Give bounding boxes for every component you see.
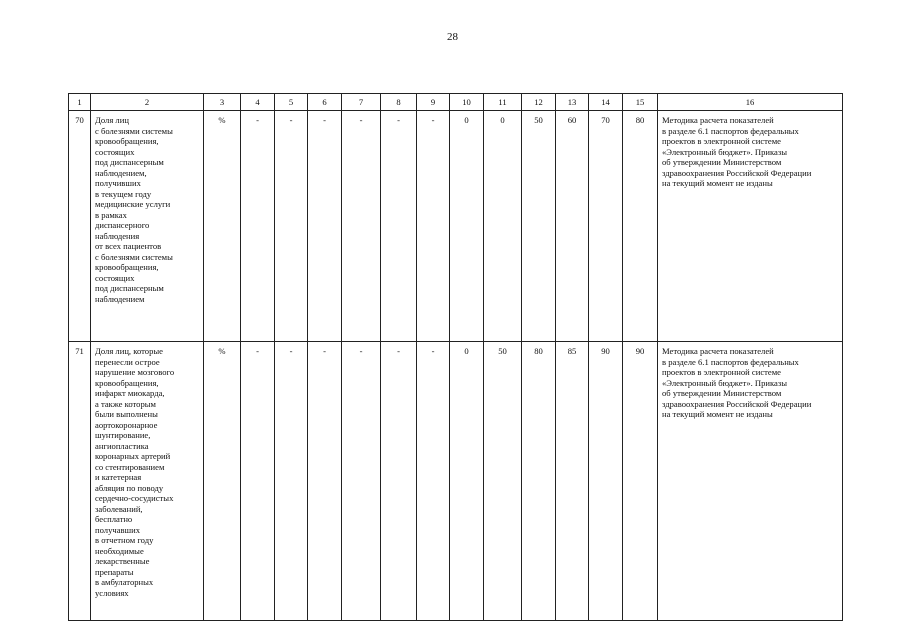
header-cell: 12	[522, 94, 556, 111]
method-text: Методика расчета показателей в разделе 6.1 паспортов федеральных проектов в электронной системе «Электронный бюджет». Приказы об утверждении Министерством здравоохранения Российской Федерации на текущий момент не изданы	[662, 346, 812, 419]
value-cell: 0	[484, 111, 522, 342]
value-cell: -	[241, 111, 275, 342]
header-cell: 4	[241, 94, 275, 111]
value-cell: 50	[522, 111, 556, 342]
method-cell	[658, 342, 843, 621]
table-row	[69, 342, 843, 621]
value-cell: -	[241, 342, 275, 621]
value-cell: 0	[450, 111, 484, 342]
value-cell: -	[342, 342, 381, 621]
header-cell: 16	[658, 94, 843, 111]
row-number: 70	[69, 111, 91, 342]
unit-cell: %	[204, 111, 241, 342]
header-cell: 11	[484, 94, 522, 111]
indicator-name	[91, 342, 204, 621]
page-number: 28	[447, 31, 458, 43]
value-cell: -	[342, 111, 381, 342]
value-cell: 90	[589, 342, 623, 621]
header-cell: 13	[556, 94, 589, 111]
header-cell: 3	[204, 94, 241, 111]
header-cell: 6	[308, 94, 342, 111]
header-cell: 8	[381, 94, 417, 111]
header-cell: 14	[589, 94, 623, 111]
value-cell: -	[381, 342, 417, 621]
value-cell: -	[417, 111, 450, 342]
value-cell: 80	[522, 342, 556, 621]
row-number: 71	[69, 342, 91, 621]
value-cell: 60	[556, 111, 589, 342]
header-cell: 10	[450, 94, 484, 111]
indicator-name	[91, 111, 204, 342]
header-row	[69, 94, 843, 111]
header-cell: 7	[342, 94, 381, 111]
value-cell: -	[381, 111, 417, 342]
value-cell: -	[275, 111, 308, 342]
value-cell: -	[308, 111, 342, 342]
value-cell: 85	[556, 342, 589, 621]
unit-cell: %	[204, 342, 241, 621]
header-cell: 15	[623, 94, 658, 111]
indicators-table	[68, 93, 843, 621]
value-cell: 80	[623, 111, 658, 342]
method-cell	[658, 111, 843, 342]
header-cell: 9	[417, 94, 450, 111]
method-text: Методика расчета показателей в разделе 6.1 паспортов федеральных проектов в электронной системе «Электронный бюджет». Приказы об утверждении Министерством здравоохранения Российской Федерации на текущий момент не изданы	[662, 115, 812, 188]
value-cell: -	[417, 342, 450, 621]
header-cell: 5	[275, 94, 308, 111]
table-row	[69, 111, 843, 342]
indicator-name-text: Доля лиц, которые перенесли острое нарушение мозгового кровообращения, инфаркт миокарда, а также которым были выполнены аортокоронарное шунтирование, ангиопластика коронарных артерий со стентированием и катетерная абляция по поводу сердечно-сосудистых заболеваний, бесплатно получавших в отчетном году необходимые лекарственные препараты в амбулаторных условиях	[95, 346, 175, 598]
value-cell: 90	[623, 342, 658, 621]
value-cell: 50	[484, 342, 522, 621]
value-cell: -	[275, 342, 308, 621]
header-cell: 2	[91, 94, 204, 111]
value-cell: -	[308, 342, 342, 621]
indicator-name-text: Доля лиц с болезнями системы кровообращения, состоящих под диспансерным наблюдением, получивших в текущем году медицинские услуги в рамках диспансерного наблюдения от всех пациентов с болезнями системы кровообращения, состоящих под диспансерным наблюдением	[95, 115, 173, 304]
value-cell: 70	[589, 111, 623, 342]
value-cell: 0	[450, 342, 484, 621]
header-cell: 1	[69, 94, 91, 111]
